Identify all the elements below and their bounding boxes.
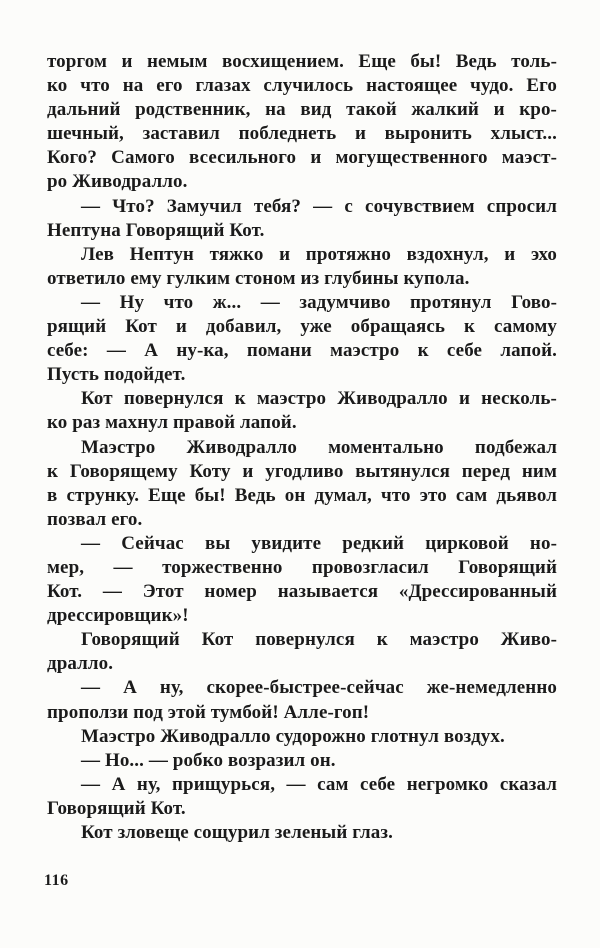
text-line: — А ну, прищурься, — сам себе негромко сказал bbox=[81, 773, 557, 795]
text-line: — А ну, скорее-быстрее-сейчас же-немедленно bbox=[81, 677, 557, 699]
text-line: ко раз махнул правой лапой. bbox=[47, 412, 297, 434]
text-line: — Что? Замучил тебя? — с сочувствием спросил bbox=[81, 195, 557, 217]
text-line: дралло. bbox=[47, 653, 114, 675]
page-number: 116 bbox=[44, 872, 69, 889]
text-line: ответило ему гулким стоном из глубины купола. bbox=[47, 267, 470, 289]
text-line: мер, — торжественно провозгласил Говорящий bbox=[47, 556, 557, 578]
text-line: Кот. — Этот номер называется «Дрессированный bbox=[47, 581, 557, 603]
text-line: в струнку. Еще бы! Ведь он думал, что это сам дьявол bbox=[47, 484, 557, 506]
text-line: торгом и немым восхищением. Еще бы! Ведь толь- bbox=[47, 51, 557, 72]
text-line: позвал его. bbox=[47, 508, 143, 530]
text-line: Говорящий Кот повернулся к маэстро Живо- bbox=[81, 629, 557, 651]
text-line: Говорящий Кот. bbox=[47, 797, 186, 819]
text-line: Кот повернулся к маэстро Живодралло и несколь- bbox=[81, 388, 557, 410]
text-line: дальний родственник, на вид такой жалкий и кро- bbox=[47, 99, 557, 121]
text-line: себе: — А ну-ка, помани маэстро к себе лапой. bbox=[47, 340, 557, 362]
text-line: шечный, заставил побледнеть и выронить хлыст... bbox=[47, 123, 557, 145]
text-line: Пусть подойдет. bbox=[47, 364, 186, 386]
text-line: — Ну что ж... — задумчиво протянул Гово- bbox=[81, 291, 557, 313]
text-line: Кот зловеще сощурил зеленый глаз. bbox=[81, 822, 393, 843]
text-line: к Говорящему Коту и угодливо вытянулся перед ним bbox=[47, 460, 557, 482]
text-line: Маэстро Живодралло моментально подбежал bbox=[81, 436, 557, 458]
text-line: ро Живодралло. bbox=[47, 171, 188, 193]
text-line: Лев Нептун тяжко и протяжно вздохнул, и эхо bbox=[81, 243, 557, 265]
text-line: Кого? Самого всесильного и могущественного маэст- bbox=[47, 147, 557, 169]
text-line: проползи под этой тумбой! Алле-гоп! bbox=[47, 701, 370, 723]
text-line: дрессировщик»! bbox=[47, 605, 189, 627]
text-line: — Сейчас вы увидите редкий цирковой но- bbox=[81, 532, 557, 554]
text-line: — Но... — робко возразил он. bbox=[81, 749, 336, 771]
text-line: рящий Кот и добавил, уже обращаясь к самому bbox=[47, 316, 557, 338]
text-line: Маэстро Живодралло судорожно глотнул воздух. bbox=[81, 725, 505, 747]
page-text-block bbox=[47, 50, 557, 845]
text-line: Нептуна Говорящий Кот. bbox=[47, 219, 265, 241]
text-line: ко что на его глазах случилось настоящее чудо. Его bbox=[47, 75, 557, 97]
